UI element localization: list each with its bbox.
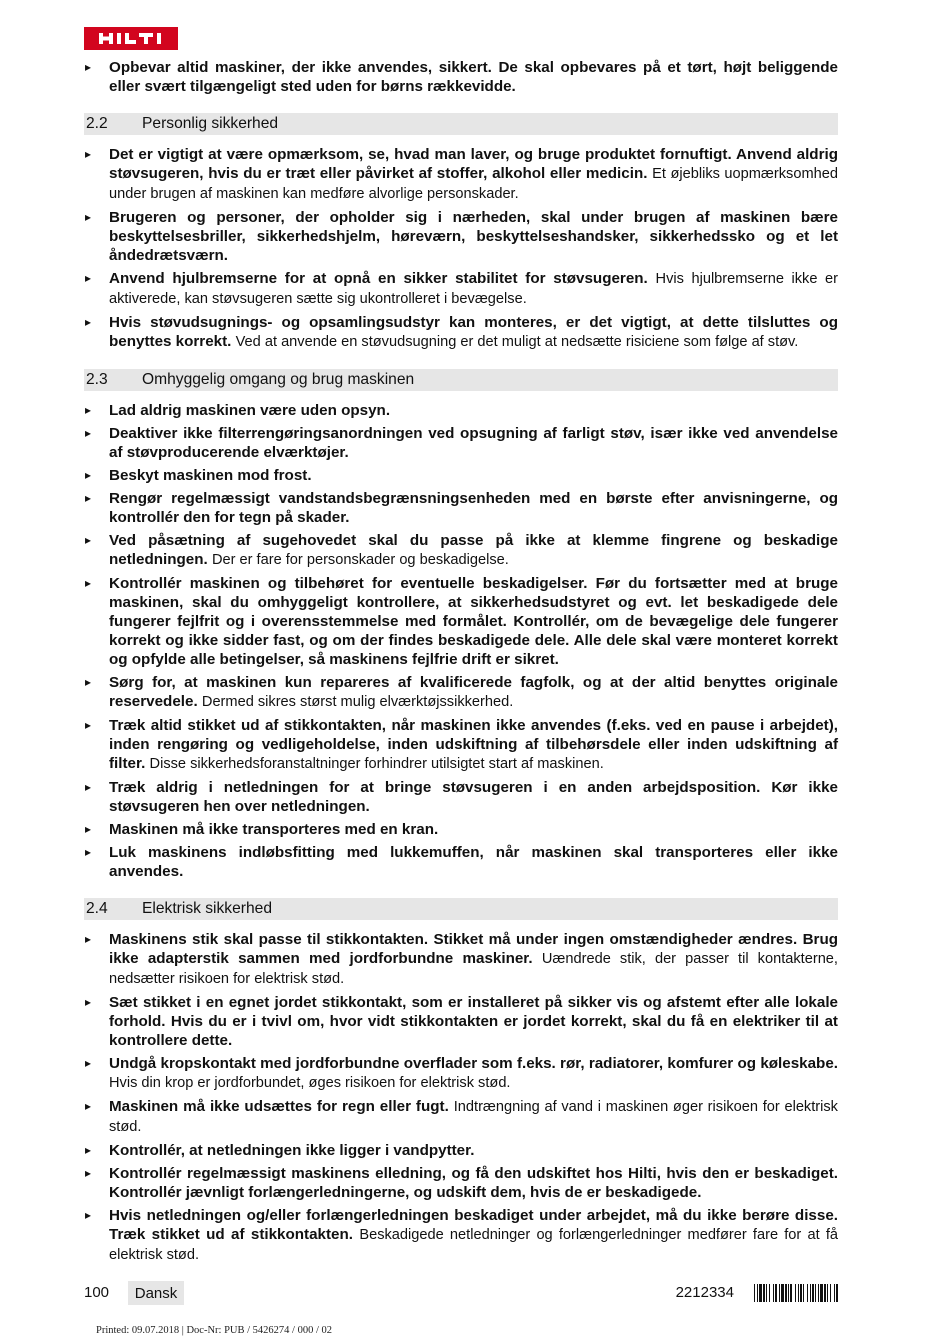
item-explanation: Der er fare for personskader og beskadigelse.: [211, 552, 509, 568]
print-info: Printed: 09.07.2018 | Doc-Nr: PUB / 5426274 / 000 / 02: [96, 1325, 333, 1336]
item-instruction: Lad aldrig maskinen være uden opsyn.: [109, 402, 391, 419]
item-instruction: Kontrollér regelmæssigt maskinens elledning, og få den udskiftet hos Hilti, hvis den er beskadiget. Kontrollér jævnligt forlængerledningerne, og udskift dem, hvis de er beskadigede.: [109, 1165, 838, 1201]
item-instruction: Rengør regelmæssigt vandstandsbegrænsningsenheden med en børste efter anvisningerne, og kontrollér den for tegn på skader.: [109, 490, 838, 526]
item-instruction: Hvis netledningen og/eller forlængerledningen beskadiget under arbejdet, må du ikke berøre disse. Træk stikket ud af stikkontakten.: [109, 1207, 838, 1243]
list-item: [84, 716, 838, 774]
hilti-logo: [84, 27, 178, 50]
list-item: [84, 778, 838, 816]
list-item: [84, 531, 838, 570]
language-label: Dansk: [128, 1281, 184, 1305]
item-explanation: Dermed sikres størst mulig elværktøjssikkerhed.: [201, 694, 514, 710]
page-number: 100: [84, 1284, 110, 1301]
list-item: [84, 208, 838, 265]
section-list: [84, 145, 838, 352]
list-item: [84, 930, 838, 989]
item-explanation: Uændrede stik, der passer til kontakterne, nedsætter risikoen for elektrisk stød.: [109, 951, 838, 987]
section-title: Elektrisk sikkerhed: [142, 900, 272, 917]
section-heading: [84, 113, 838, 135]
item-instruction: Undgå kropskontakt med jordforbundne overflader som f.eks. rør, radiatorer, komfurer og køleskabe.: [109, 1055, 838, 1072]
item-instruction: Sørg for, at maskinen kun repareres af kvalificerede fagfolk, og at der altid benyttes originale reservedele.: [109, 674, 838, 710]
item-instruction: Luk maskinens indløbsfitting med lukkemuffen, når maskinen skal transporteres eller ikke anvendes.: [109, 844, 838, 880]
list-item: [84, 673, 838, 712]
list-item: [84, 401, 838, 420]
section-number: 2.3: [86, 371, 108, 388]
list-item: [84, 574, 838, 669]
item-instruction: Det er vigtigt at være opmærksom, se, hvad man laver, og bruge produktet fornuftigt. Anvend aldrig støvsugeren, hvis du er træt eller påvirket af stoffer, alkohol eller medicin.: [109, 146, 838, 182]
list-item: [84, 993, 838, 1050]
item-instruction: Opbevar altid maskiner, der ikke anvendes, sikkert. De skal opbevares på et tørt, højt beliggende eller svært tilgængeligt sted uden for børns rækkevidde.: [109, 59, 838, 95]
section-list: [84, 401, 838, 881]
list-item: [84, 489, 838, 527]
doc-number: 2212334: [675, 1284, 734, 1301]
item-explanation: Indtrængning af vand i maskinen øger risikoen for elektrisk stød.: [109, 1099, 838, 1135]
item-instruction: Deaktiver ikke filterrengøringsanordningen ved opsugning af farligt støv, især ikke ved anvendelse af støvproducerende elværktøjer.: [109, 425, 838, 461]
list-item: [84, 58, 838, 96]
list-item: [84, 1141, 838, 1160]
sections: [84, 113, 838, 1265]
section-list: [84, 930, 838, 1265]
section-title: Omhyggelig omgang og brug maskinen: [142, 371, 415, 388]
list-item: [84, 1206, 838, 1265]
list-item: [84, 269, 838, 309]
item-instruction: Sæt stikket i en egnet jordet stikkontakt, som er installeret på sikker vis og afstemt efter alle lokale forhold. Hvis du er i tvivl om, hvor vidt stikkontakten er jordet korrekt, skal du få en elektriker til at kontrollere dette.: [109, 994, 838, 1049]
item-explanation: Hvis din krop er jordforbundet, øges risikoen for elektrisk stød.: [109, 1075, 511, 1091]
list-item: [84, 843, 838, 881]
item-instruction: Kontrollér, at netledningen ikke ligger i vandpytter.: [109, 1142, 475, 1159]
item-instruction: Maskinen må ikke udsættes for regn eller fugt.: [109, 1098, 449, 1115]
item-explanation: Et øjebliks uopmærksomhed under brugen af maskinen kan medføre alvorlige personskader.: [109, 166, 838, 202]
list-item: [84, 1054, 838, 1093]
page-footer: [84, 1281, 838, 1305]
section-number: 2.2: [86, 115, 108, 132]
list-item: [84, 1164, 838, 1202]
item-instruction: Træk altid stikket ud af stikkontakten, når maskinen ikke anvendes (f.eks. ved en pause i arbejdet), inden rengøring og vedligeholdelse, inden udskiftning af tilbehørsdele eller inden udskiftning af filter.: [109, 717, 838, 772]
list-item: [84, 1097, 838, 1137]
item-instruction: Maskinen må ikke transporteres med en kran.: [109, 821, 439, 838]
item-explanation: Beskadigede netledninger og forlængerledninger medfører fare for at få elektrisk stød.: [109, 1227, 838, 1263]
item-instruction: Beskyt maskinen mod frost.: [109, 467, 312, 484]
item-instruction: Anvend hjulbremserne for at opnå en sikker stabilitet for støvsugeren.: [109, 270, 648, 287]
item-explanation: Hvis hjulbremserne ikke er aktiverede, kan støvsugeren sætte sig ukontrolleret i bevægelse.: [109, 271, 838, 307]
item-instruction: Træk aldrig i netledningen for at bringe støvsugeren i en anden arbejdsposition. Kør ikke støvsugeren hen over netledningen.: [109, 779, 838, 815]
list-item: [84, 424, 838, 462]
section-heading: [84, 898, 838, 920]
section-number: 2.4: [86, 900, 108, 917]
document-body: [84, 58, 838, 1269]
section-heading: [84, 369, 838, 391]
list-item: [84, 145, 838, 204]
item-instruction: Hvis støvudsugnings- og opsamlingsudstyr kan monteres, er det vigtigt, at dette tilsluttes og benyttes korrekt.: [109, 314, 838, 350]
section-title: Personlig sikkerhed: [142, 115, 279, 132]
list-item: [84, 820, 838, 839]
list-item: [84, 313, 838, 352]
item-instruction: Ved påsætning af sugehovedet skal du passe på ikke at klemme fingrene og beskadige netledningen.: [109, 532, 838, 568]
barcode: [754, 1284, 838, 1302]
item-instruction: Brugeren og personer, der opholder sig i nærheden, skal under brugen af maskinen bære beskyttelsesbriller, sikkerhedshjelm, høreværn, beskyttelseshandsker, sikkerhedssko og et let åndedrætsværn.: [109, 209, 838, 264]
intro-list: [84, 58, 838, 96]
item-instruction: Maskinens stik skal passe til stikkontakten. Stikket må under ingen omstændigheder ændres. Brug ikke adapterstik sammen med jordforbundne maskiner.: [109, 931, 838, 967]
item-explanation: Disse sikkerhedsforanstaltninger forhindrer utilsigtet start af maskinen.: [149, 756, 604, 772]
list-item: [84, 466, 838, 485]
item-explanation: Ved at anvende en støvudsugning er det muligt at nedsætte risiciene som følge af støv.: [235, 334, 799, 350]
item-instruction: Kontrollér maskinen og tilbehøret for eventuelle beskadigelser. Før du fortsætter med at bruge maskinen, skal du omhyggeligt kontrollere, at sikkerhedsudstyret og evt. let beskadigede dele fungerer fejlfrit og i overensstemmelse med formålet. Kontrollér, om de bevægelige dele fungerer korrekt og ikke sidder fast, og om der findes beskadigede dele. Alle dele skal være monteret korrekt og opfylde alle betingelser, så maskinens fejlfrie drift er sikret.: [109, 575, 838, 668]
